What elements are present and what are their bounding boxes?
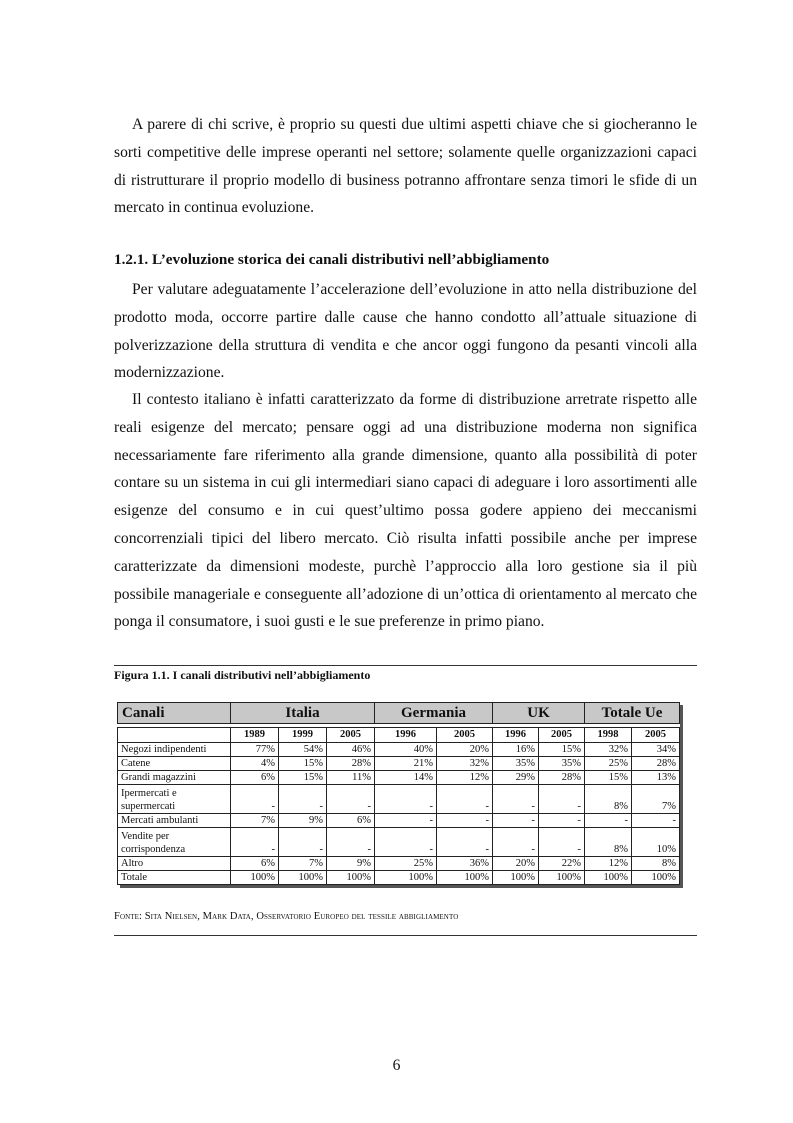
table-cell: - — [539, 785, 585, 814]
table-row — [118, 871, 680, 885]
table-cell: 100% — [539, 871, 585, 885]
table-cell: 20% — [493, 857, 539, 871]
table-cell: 25% — [375, 857, 437, 871]
table-cell: 11% — [327, 771, 375, 785]
table-row — [118, 814, 680, 828]
table-cell: - — [327, 828, 375, 857]
table-cell: - — [375, 814, 437, 828]
header-italia: Italia — [231, 703, 375, 724]
table-cell: 8% — [585, 828, 632, 857]
header-canali: Canali — [118, 703, 231, 724]
figure-source: Fonte: Sita Nielsen, Mark Data, Osservatorio Europeo del tessile abbigliamento — [114, 911, 459, 922]
table-row — [118, 785, 680, 814]
table-cell: - — [585, 814, 632, 828]
table-cell: 34% — [632, 743, 680, 757]
figure-caption: Figura 1.1. I canali distributivi nell’abbigliamento — [114, 668, 371, 682]
table-cell: 6% — [327, 814, 375, 828]
table-cell: 7% — [279, 857, 327, 871]
year-cell: 1996 — [493, 728, 539, 743]
page-number: 6 — [392, 1057, 401, 1074]
table-cell: 6% — [231, 857, 279, 871]
table-cell: - — [493, 828, 539, 857]
table-row — [118, 828, 680, 857]
table-row — [118, 857, 680, 871]
table-cell: 10% — [632, 828, 680, 857]
row-label-line: Ipermercati e — [121, 788, 177, 799]
table-cell: 20% — [437, 743, 493, 757]
table-cell: 100% — [585, 871, 632, 885]
table-cell: - — [539, 814, 585, 828]
row-label: Totale — [118, 871, 231, 885]
header-germania: Germania — [375, 703, 493, 724]
table-cell: 28% — [327, 757, 375, 771]
table-cell: 40% — [375, 743, 437, 757]
table-cell: 77% — [231, 743, 279, 757]
table-cell: 28% — [539, 771, 585, 785]
table-cell: 7% — [632, 785, 680, 814]
table-cell: 29% — [493, 771, 539, 785]
table-cell: 8% — [585, 785, 632, 814]
table-cell: 35% — [493, 757, 539, 771]
table-cell: 15% — [279, 757, 327, 771]
row-label: Catene — [118, 757, 231, 771]
table-group-header-row — [118, 703, 680, 724]
table-cell: 100% — [437, 871, 493, 885]
table-cell: 13% — [632, 771, 680, 785]
table-cell: - — [437, 814, 493, 828]
row-label: Grandi magazzini — [118, 771, 231, 785]
table-cell: 12% — [585, 857, 632, 871]
table-cell: 28% — [632, 757, 680, 771]
table-cell: 22% — [539, 857, 585, 871]
distribution-channels-table — [117, 702, 680, 885]
row-label: Negozi indipendenti — [118, 743, 231, 757]
paragraph-2: Per valutare adeguatamente l’accelerazione dell’evoluzione in atto nella distribuzione del prodotto moda, occorre partire dalle cause che hanno condotto all’attuale situazione di polverizzazione della struttura di vendita e che ancor oggi fungono da pesanti vincoli alla modernizzazione. — [114, 281, 697, 382]
table-cell: 7% — [231, 814, 279, 828]
table-cell: 100% — [375, 871, 437, 885]
year-cell: 1989 — [231, 728, 279, 743]
row-label: Altro — [118, 857, 231, 871]
table-cell: 4% — [231, 757, 279, 771]
table-cell: 35% — [539, 757, 585, 771]
table-cell: - — [279, 828, 327, 857]
table-cell: - — [327, 785, 375, 814]
table-row — [118, 757, 680, 771]
table-cell: 46% — [327, 743, 375, 757]
table-cell: - — [231, 785, 279, 814]
year-cell: 2005 — [632, 728, 680, 743]
table-cell: - — [493, 814, 539, 828]
paragraph-1: A parere di chi scrive, è proprio su questi due ultimi aspetti chiave che si giocheranno le sorti competitive delle imprese operanti nel settore; solamente quelle organizzazioni capaci di ristrutturare il proprio modello di business potranno affrontare senza timori le sfide di un mercato in continua evoluzione. — [114, 116, 697, 217]
table-row — [118, 743, 680, 757]
table-cell: 100% — [279, 871, 327, 885]
table-cell: 32% — [585, 743, 632, 757]
table-cell: 21% — [375, 757, 437, 771]
table-cell: 100% — [231, 871, 279, 885]
table-cell: 8% — [632, 857, 680, 871]
table-cell: 14% — [375, 771, 437, 785]
year-cell: 1999 — [279, 728, 327, 743]
table-cell: 100% — [327, 871, 375, 885]
year-cell: 2005 — [539, 728, 585, 743]
table-cell: 16% — [493, 743, 539, 757]
year-blank-cell — [118, 728, 231, 743]
table-cell: 6% — [231, 771, 279, 785]
row-label — [118, 828, 231, 857]
table-cell: - — [279, 785, 327, 814]
table-cell: 100% — [493, 871, 539, 885]
table-cell: 15% — [279, 771, 327, 785]
row-label-line: corrispondenza — [121, 844, 186, 855]
row-label-line: supermercati — [121, 801, 176, 812]
row-label — [118, 785, 231, 814]
table-cell: - — [231, 828, 279, 857]
figure-top-rule — [114, 665, 697, 666]
table-cell: 9% — [279, 814, 327, 828]
year-cell: 2005 — [437, 728, 493, 743]
table-cell: 32% — [437, 757, 493, 771]
header-totale-ue: Totale Ue — [585, 703, 680, 724]
table-row — [118, 771, 680, 785]
paragraph-3: Il contesto italiano è infatti caratterizzato da forme di distribuzione arretrate rispetto alle reali esigenze del mercato; pensare oggi ad una distribuzione moderna non significa necessariamente fare riferimento alla grande dimensione, quanto alla possibilità di poter contare su un sistema in cui gli intermediari siano capaci di adeguare i loro assortimenti alle esigenze del consumo e in cui quest’ultimo possa godere appieno dei meccanismi concorrenziali tipici del libero mercato. Ciò risulta infatti possibile anche per imprese caratterizzate da dimensioni modeste, purchè l’approccio alla loro gestione sia il più possibile manageriale e conseguente all’adozione di un’ottica di orientamento al mercato che ponga il consumatore, i suoi gusti e le sue preferenze in primo piano. — [114, 391, 697, 631]
table-cell: - — [437, 828, 493, 857]
year-cell: 1998 — [585, 728, 632, 743]
table-cell: - — [632, 814, 680, 828]
table-cell: - — [539, 828, 585, 857]
table-cell: - — [493, 785, 539, 814]
table-cell: 25% — [585, 757, 632, 771]
figure-bottom-rule — [114, 935, 697, 936]
table-cell: 15% — [539, 743, 585, 757]
table-cell: 100% — [632, 871, 680, 885]
section-heading: 1.2.1. L’evoluzione storica dei canali distributivi nell’abbigliamento — [114, 251, 550, 268]
row-label: Mercati ambulanti — [118, 814, 231, 828]
table-cell: - — [437, 785, 493, 814]
year-cell: 1996 — [375, 728, 437, 743]
table-cell: - — [375, 828, 437, 857]
table-cell: 15% — [585, 771, 632, 785]
table-cell: 9% — [327, 857, 375, 871]
header-uk: UK — [493, 703, 585, 724]
table-cell: - — [375, 785, 437, 814]
table-cell: 36% — [437, 857, 493, 871]
table-years-row — [118, 728, 680, 743]
table-cell: 12% — [437, 771, 493, 785]
year-cell: 2005 — [327, 728, 375, 743]
row-label-line: Vendite per — [121, 831, 170, 842]
table-cell: 54% — [279, 743, 327, 757]
